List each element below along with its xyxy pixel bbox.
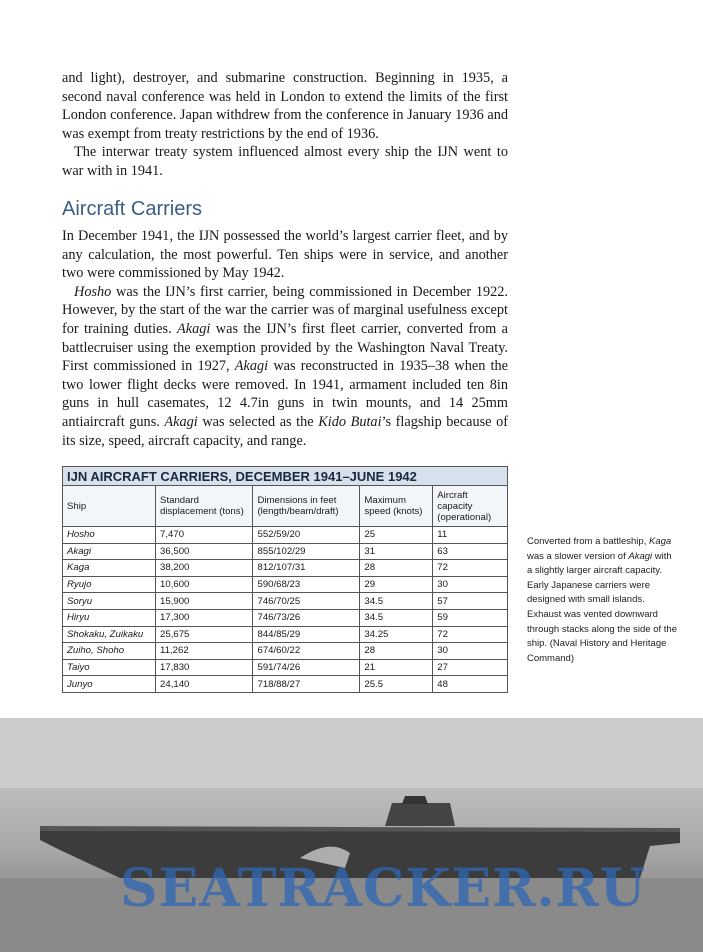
table-cell: 25,675 [156,626,253,643]
paragraph [62,283,508,450]
carriers-table [62,466,508,693]
ship-name: Akagi [164,413,198,430]
column-header: Aircraft capacity (operational) [433,486,508,527]
table-cell: 48 [433,676,508,693]
photo-caption [527,535,677,666]
table-row [63,527,508,544]
table-cell: 746/73/26 [253,609,360,626]
table-cell: 28 [360,560,433,577]
text-run: was a slower version of [527,550,629,562]
ship-name: Kaga [648,536,672,547]
column-header: Standard displacement (tons) [156,486,253,527]
table-row [63,609,508,626]
ship-name-cell: Zuiho, Shoho [63,643,156,660]
section-text [62,227,508,450]
ship-name-cell: Akagi [63,543,156,560]
ship-name-cell: Ryujo [63,576,156,593]
watermark: SEATRACKER.RU [120,858,647,919]
column-header: Ship [63,486,156,527]
table-cell: 21 [360,659,433,676]
text-run: Converted from a battleship, [527,536,649,547]
table-cell: 72 [433,560,508,577]
ship-name-cell: Taiyo [63,659,156,676]
table-cell: 17,830 [156,659,253,676]
ship-name-cell: Kaga [63,560,156,577]
table-row [63,543,508,560]
text-run: was the IJN’s first fleet carrier, converted from a battlecruiser using the exemption provided by the Washington Naval Treaty. First commissioned in 1927, [62,320,508,375]
table-cell: 25 [360,527,433,544]
table-cell: 552/59/20 [253,527,360,544]
ship-name-cell: Shokaku, Zuikaku [63,626,156,643]
text-run: with a slightly larger aircraft capacity. Early Japanese carriers were designed with small islands. Exhaust was vented downward through stacks along the side of the ship. (Naval History and Heritage Command) [527,550,677,664]
column-header: Dimensions in feet (length/beam/draft) [253,486,360,527]
table-cell: 10,600 [156,576,253,593]
intro-text [62,69,508,181]
text-run: was selected as the [197,413,319,430]
table-row [63,593,508,610]
table-cell: 746/70/25 [253,593,360,610]
text-run: was the IJN’s first carrier, being commissioned in December 1922. However, by the start of the war the carrier was of marginal usefulness except for training duties. [62,283,508,337]
table-cell: 590/68/23 [253,576,360,593]
table-cell: 34.5 [360,593,433,610]
table-cell: 34.5 [360,609,433,626]
paragraph: In December 1941, the IJN possessed the world’s largest carrier fleet, and by any calculation, the most powerful. Ten ships were in service, and another two were commissioned by May 1942. [62,228,508,282]
table-row [63,676,508,693]
ship-name: Akagi [234,358,269,375]
table-cell: 844/85/29 [253,626,360,643]
ship-name: Hosho [74,283,112,300]
table-cell: 855/102/29 [253,543,360,560]
table-cell: 31 [360,543,433,560]
ship-name: Akagi [628,550,653,562]
section-heading: Aircraft Carriers [62,198,203,220]
table-row [63,576,508,593]
table-row [63,643,508,660]
table-cell: 812/107/31 [253,560,360,577]
text-run: was reconstructed in 1935–38 when the two lower flight decks were removed. In 1941, armament included ten 8in guns in hull casemates, 12 4.7in guns in twin mounts, and 14 25mm antiaircraft guns. [62,358,509,430]
table-cell: 28 [360,643,433,660]
table-cell: 17,300 [156,609,253,626]
table-cell: 30 [433,576,508,593]
table-row [63,626,508,643]
paragraph: and light), destroyer, and submarine construction. Beginning in 1935, a second naval conference was held in London to extend the limits of the first London conference. Japan withdrew from the conference in January 1936 and was exempt from treaty restrictions by the end of 1936. [62,70,508,142]
ship-name-cell: Junyo [63,676,156,693]
table-cell: 72 [433,626,508,643]
table-cell: 30 [433,643,508,660]
ship-name-cell: Hiryu [63,609,156,626]
column-header: Maximum speed (knots) [360,486,433,527]
ship-name-cell: Hosho [63,527,156,544]
table-cell: 38,200 [156,560,253,577]
table-cell: 11,262 [156,643,253,660]
table-cell: 34.25 [360,626,433,643]
table-cell: 674/60/22 [253,643,360,660]
table-cell: 24,140 [156,676,253,693]
table-cell: 57 [433,593,508,610]
table-cell: 36,500 [156,543,253,560]
table-cell: 59 [433,609,508,626]
table-cell: 25.5 [360,676,433,693]
table-row [63,659,508,676]
table-title: IJN AIRCRAFT CARRIERS, DECEMBER 1941–JUNE 1942 [63,467,508,486]
table-cell: 15,900 [156,593,253,610]
table-cell: 7,470 [156,527,253,544]
fleet-name: Kido Butai [318,413,382,430]
table-cell: 591/74/26 [253,659,360,676]
table-cell: 718/88/27 [253,676,360,693]
table-row [63,560,508,577]
ship-name: Akagi [177,320,211,337]
paragraph: The interwar treaty system influenced almost every ship the IJN went to war with in 1941. [62,144,508,179]
ship-name-cell: Soryu [63,593,156,610]
table-cell: 11 [433,527,508,544]
table-cell: 63 [433,543,508,560]
table-cell: 27 [433,659,508,676]
text-run: ’s flagship because of its size, speed, aircraft capacity, and range. [62,413,508,449]
table-cell: 29 [360,576,433,593]
